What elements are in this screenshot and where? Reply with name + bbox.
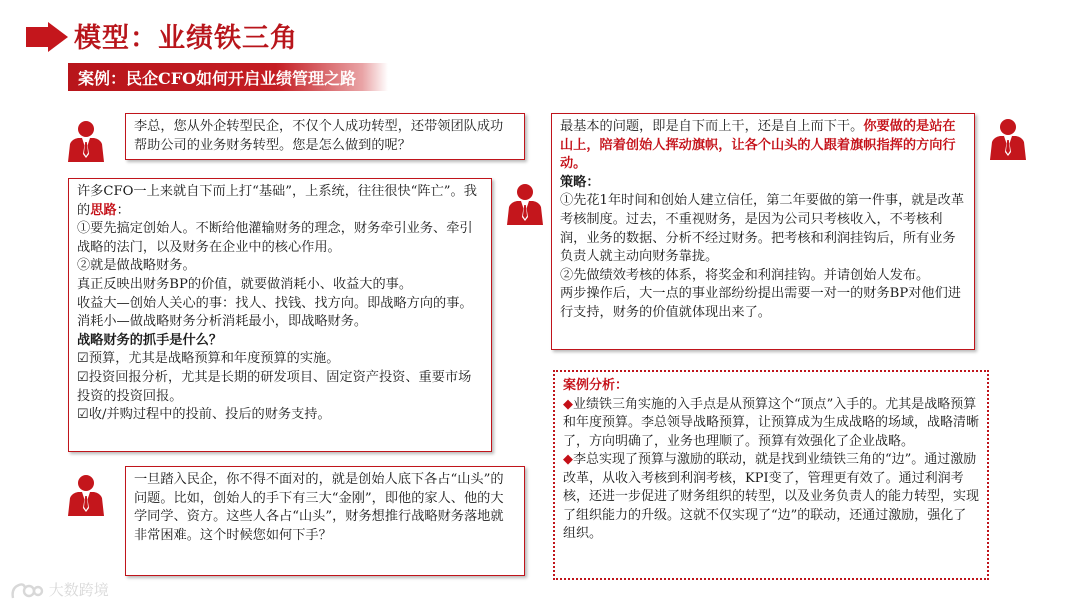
strategy-line: 两步操作后，大一点的事业部纷纷提出需要一对一的财务BP对他们进行支持，财务的价值就体现出来了。 [560,286,961,320]
strategy-line: ①先花1年时间和创始人建立信任，第二年要做的第一件事，就是改革考核制度。过去，不重视财务，是因为公司只考核收入，不考核利润，业务的数据、分析不经过财务。把考核和利润挂钩后，所有业务负责人就主动向财务靠拢。 [560,193,965,265]
analysis-heading: 案例分析： [563,378,629,393]
check-item: ☑投资回报分析，尤其是长期的研发项目、固定资产投资、重要市场投资的投资回报。 [77,369,472,404]
answer-box-1 [68,178,492,452]
strategy-intro [560,118,966,174]
strategy-heading: 策略： [560,174,600,190]
case-banner-label: 案例：民企CFO如何开启业绩管理之路 [78,69,357,88]
answer-line: ②就是做战略财务。 [77,258,196,274]
analysis-item-text: 业绩铁三角实施的入手点是从预算这个“顶点”入手的。尤其是战略预算和年度预算。李总领导战略预算，让预算成为生成战略的场域，战略清晰了，方向明确了，业务也理顺了。预算有效强化了企业战略。 [563,396,980,449]
logo-icon [10,580,44,602]
watermark [10,579,109,602]
strategy-line: ②先做绩效考核的体系，将奖金和利润挂钩。并请创始人发布。 [560,267,930,283]
question-box-2 [125,466,525,576]
diamond-bullet-icon: ◆ [563,396,573,412]
question-text-1: 李总，您从外企转型民企，不仅个人成功转型，还带领团队成功帮助公司的业务财务转型。您是怎么做到的呢？ [134,119,504,153]
check-item: ☑预算，尤其是战略预算和年度预算的实施。 [77,351,340,367]
analysis-item [563,396,979,452]
diamond-bullet-icon: ◆ [563,452,573,467]
answer-box-2 [551,113,975,350]
watermark-text: 大数跨境 [48,581,109,599]
answer-intro [77,183,483,220]
person-icon [505,183,545,225]
answer-intro-colon: ： [116,202,130,218]
answer-line: ①要先搞定创始人。不断给他灌输财务的理念，财务牵引业务、牵引战略的法门，以及财务在企业中的核心作用。 [77,221,473,255]
person-icon [66,474,106,516]
question-box-1 [125,113,525,160]
person-icon [988,118,1028,160]
answer-heading: 战略财务的抓手是什么？ [77,332,223,348]
answer-line: 收益大—创始人关心的事：找人、找钱、找方向。即战略方向的事。 [77,295,473,311]
check-item: ☑收/并购过程中的投前、投后的财务支持。 [77,407,331,423]
arrow-right-icon [26,22,68,52]
answer-line: 消耗小—做战略财务分析消耗最小，即战略财务。 [77,314,368,330]
analysis-item-text: 李总实现了预算与激励的联动，就是找到业绩铁三角的“边”。通过激励改革，从收入考核到利润考核，KPI变了，管理更有效了。通过利润考核，还进一步促进了财务组织的转型，以及业务负责人的能力转型，实现了组织能力的升级。这就不仅实现了“边”的联动，还通过激励，强化了组织。 [563,452,980,541]
answer-line: 真正反映出财务BP的价值，就要做消耗小、收益大的事。 [77,276,413,292]
strategy-intro-text: 最基本的问题，即是自下而上干，还是自上而下干。 [560,119,864,134]
case-analysis-box [553,370,989,580]
page-title: 模型：业绩铁三角 [74,23,298,54]
question-text-2: 一旦踏入民企，你不得不面对的，就是创始人底下各占“山头”的问题。比如，创始人的手下有三大“金刚”，即他的家人、他的大学同学、资方。这些人各占“山头”，财务想推行战略财务落地就非常困难。这个时候您如何下手？ [134,472,504,543]
case-banner [68,63,388,91]
analysis-item [563,451,979,544]
strategy-intro-highlight: 你要做的是站在山上，陪着创始人挥动旗帜，让各个山头的人跟着旗帜指挥的方向行动。 [560,119,956,172]
answer-intro-highlight: 思路 [90,202,117,218]
answer-intro-text: 许多CFO一上来就自下而上打“基础”，上系统，往往很快“阵亡”。我的 [77,184,477,218]
person-icon [66,120,106,162]
